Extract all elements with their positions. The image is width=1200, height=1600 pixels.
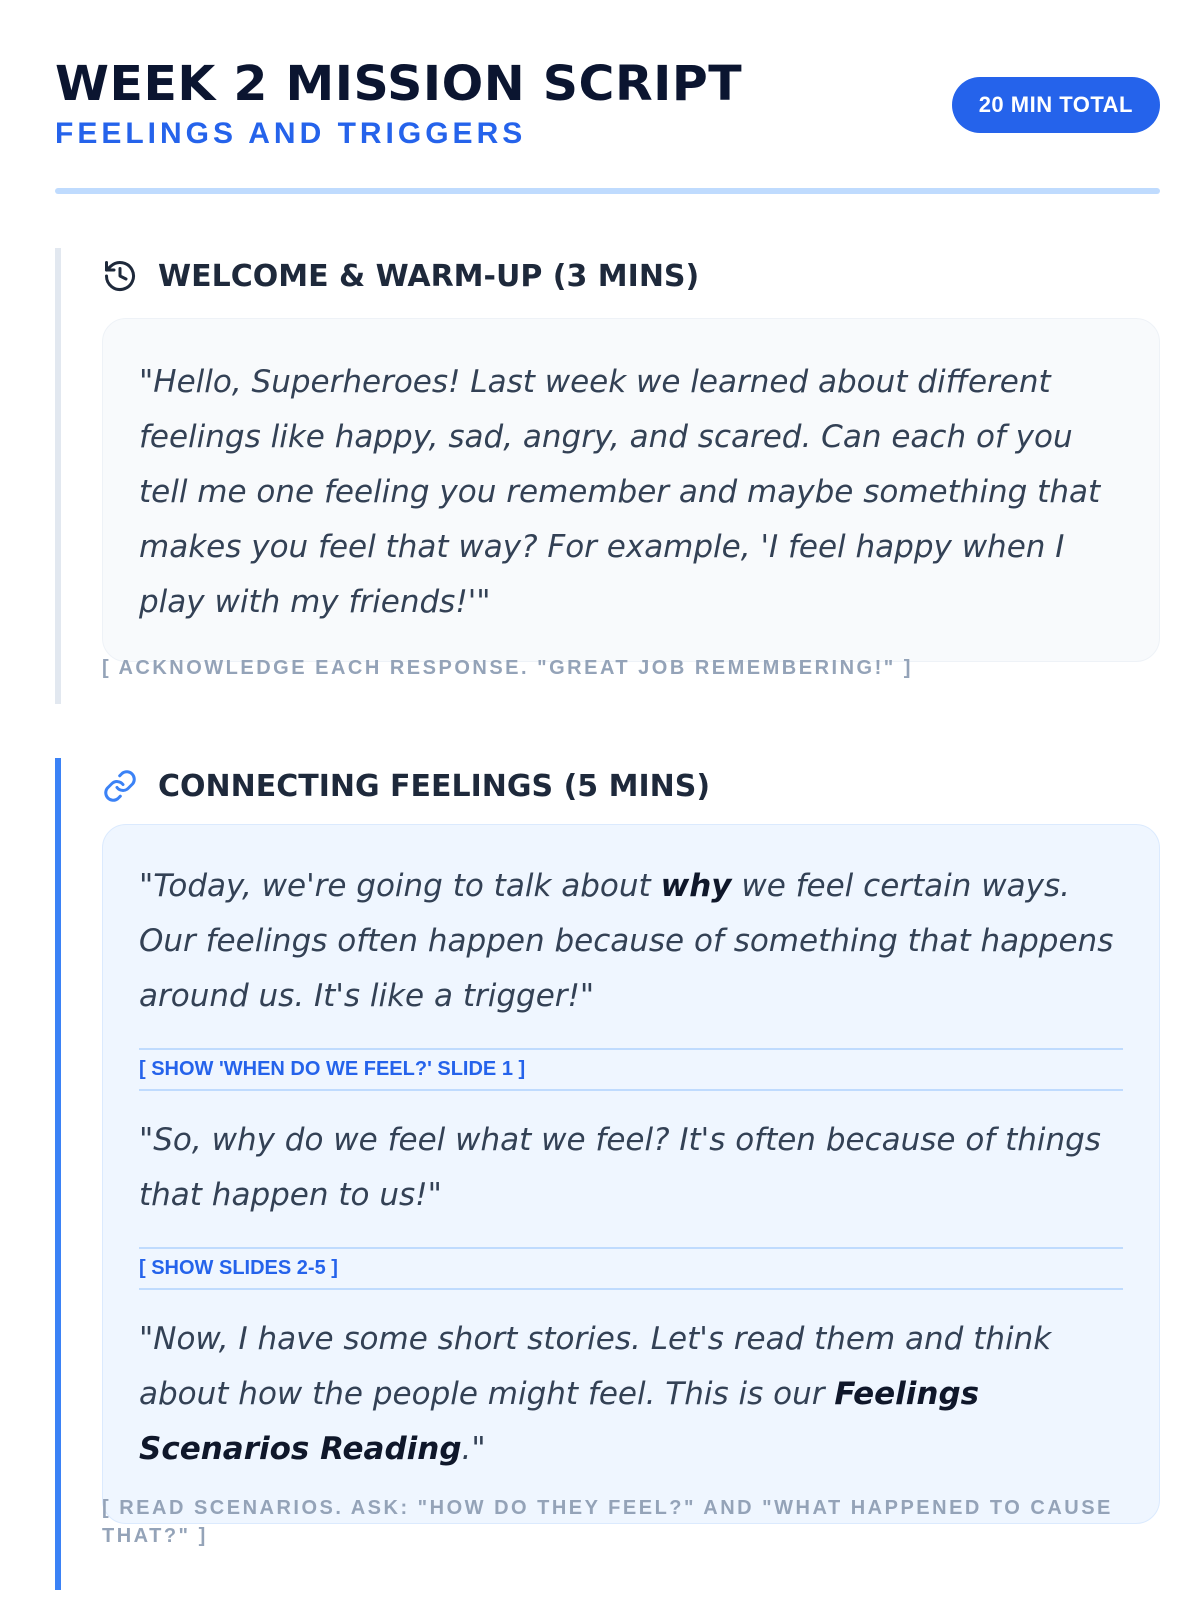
page-header — [55, 55, 1160, 151]
script-quote-1: "Today, we're going to talk about why we feel certain ways. Our feelings often happen because of something that happens around us. It's like a trigger!" — [139, 868, 1114, 1014]
section-connecting-feelings — [55, 758, 1160, 1590]
section-accent-bar — [55, 758, 61, 1590]
section-title: WELCOME & WARM-UP (3 MINS) — [158, 258, 700, 294]
slide-cue-1: [ SHOW 'WHEN DO WE FEEL?' SLIDE 1 ] — [139, 1048, 1123, 1091]
script-card — [102, 318, 1160, 662]
script-quote-2: "So, why do we feel what we feel? It's often because of things that happen to us!" — [139, 1122, 1101, 1213]
total-time-badge: 20 MIN TOTAL — [952, 77, 1160, 133]
header-divider — [55, 188, 1160, 194]
section-header — [102, 764, 710, 808]
script-quote-3: "Now, I have some short stories. Let's read them and think about how the people might feel. This is our Feelings Scenarios Reading." — [139, 1321, 1052, 1467]
section-title: CONNECTING FEELINGS (5 MINS) — [158, 768, 711, 804]
slide-cue-2: [ SHOW SLIDES 2-5 ] — [139, 1247, 1123, 1290]
facilitator-note: [ ACKNOWLEDGE EACH RESPONSE. "GREAT JOB REMEMBERING!" ] — [102, 657, 913, 679]
script-card — [102, 824, 1160, 1524]
page-subtitle: FEELINGS AND TRIGGERS — [55, 117, 527, 150]
page-title: WEEK 2 MISSION SCRIPT — [55, 56, 743, 112]
section-header — [102, 254, 699, 298]
facilitator-note: [ READ SCENARIOS. ASK: "HOW DO THEY FEEL?" AND "WHAT HAPPENED TO CAUSE THAT?" ] — [102, 1497, 1113, 1547]
section-welcome-warmup — [55, 248, 1160, 704]
script-quote: "Hello, Superheroes! Last week we learned about different feelings like happy, sad, angry, and scared. Can each of you tell me one feeling you remember and maybe something that makes you feel that way? For example, 'I feel happy when I play with my friends!'" — [139, 364, 1101, 620]
history-icon — [102, 258, 138, 294]
section-accent-bar — [55, 248, 61, 704]
link-icon — [102, 768, 138, 804]
